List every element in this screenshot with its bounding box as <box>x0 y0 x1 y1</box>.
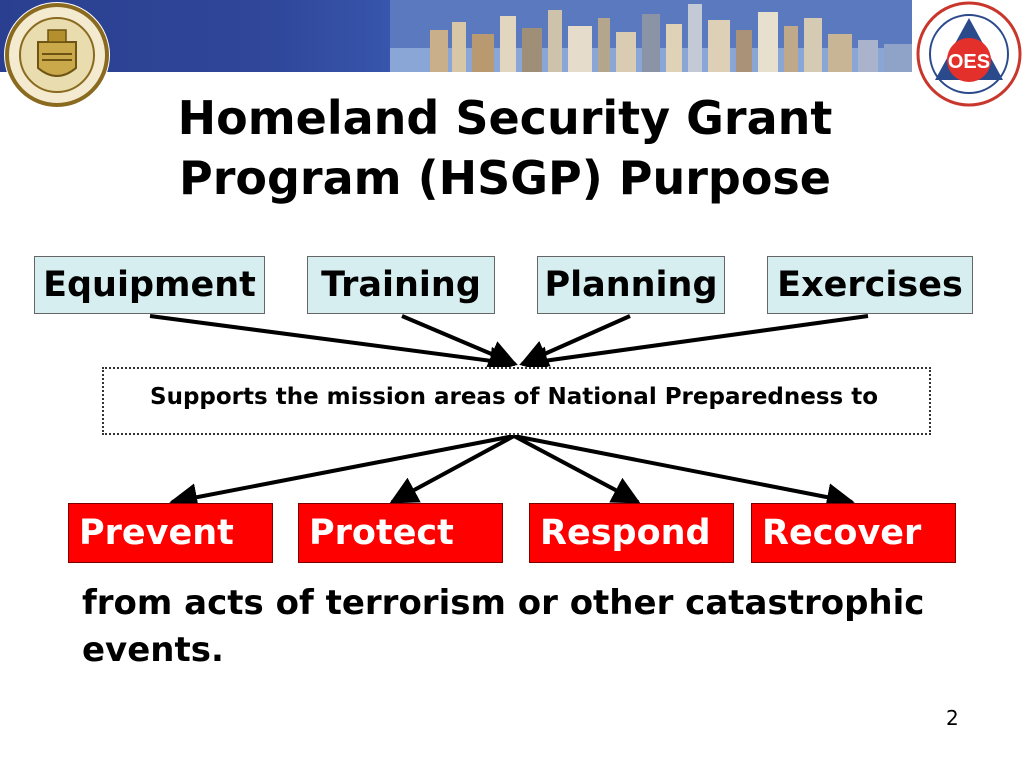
output-box-protect: Protect <box>298 503 503 563</box>
input-box-training: Training <box>307 256 495 314</box>
arrow-mission-to-recover <box>514 436 852 502</box>
oes-logo-text: OES <box>947 51 991 73</box>
output-box-prevent: Prevent <box>68 503 273 563</box>
output-box-respond: Respond <box>529 503 734 563</box>
input-box-equipment: Equipment <box>34 256 265 314</box>
arrow-mission-to-respond <box>514 436 638 502</box>
slide-number: 2 <box>946 706 959 730</box>
arrow-mission-to-prevent <box>172 436 514 502</box>
input-box-planning: Planning <box>537 256 725 314</box>
title-line-1: Homeland Security Grant <box>177 91 833 145</box>
closing-statement: from acts of terrorism or other catastrophic events. <box>82 583 925 670</box>
output-box-recover: Recover <box>751 503 956 563</box>
input-box-exercises: Exercises <box>767 256 973 314</box>
mission-text: Supports the mission areas of National Preparedness to <box>150 384 879 410</box>
title-line-2: Program (HSGP) Purpose <box>178 151 832 205</box>
